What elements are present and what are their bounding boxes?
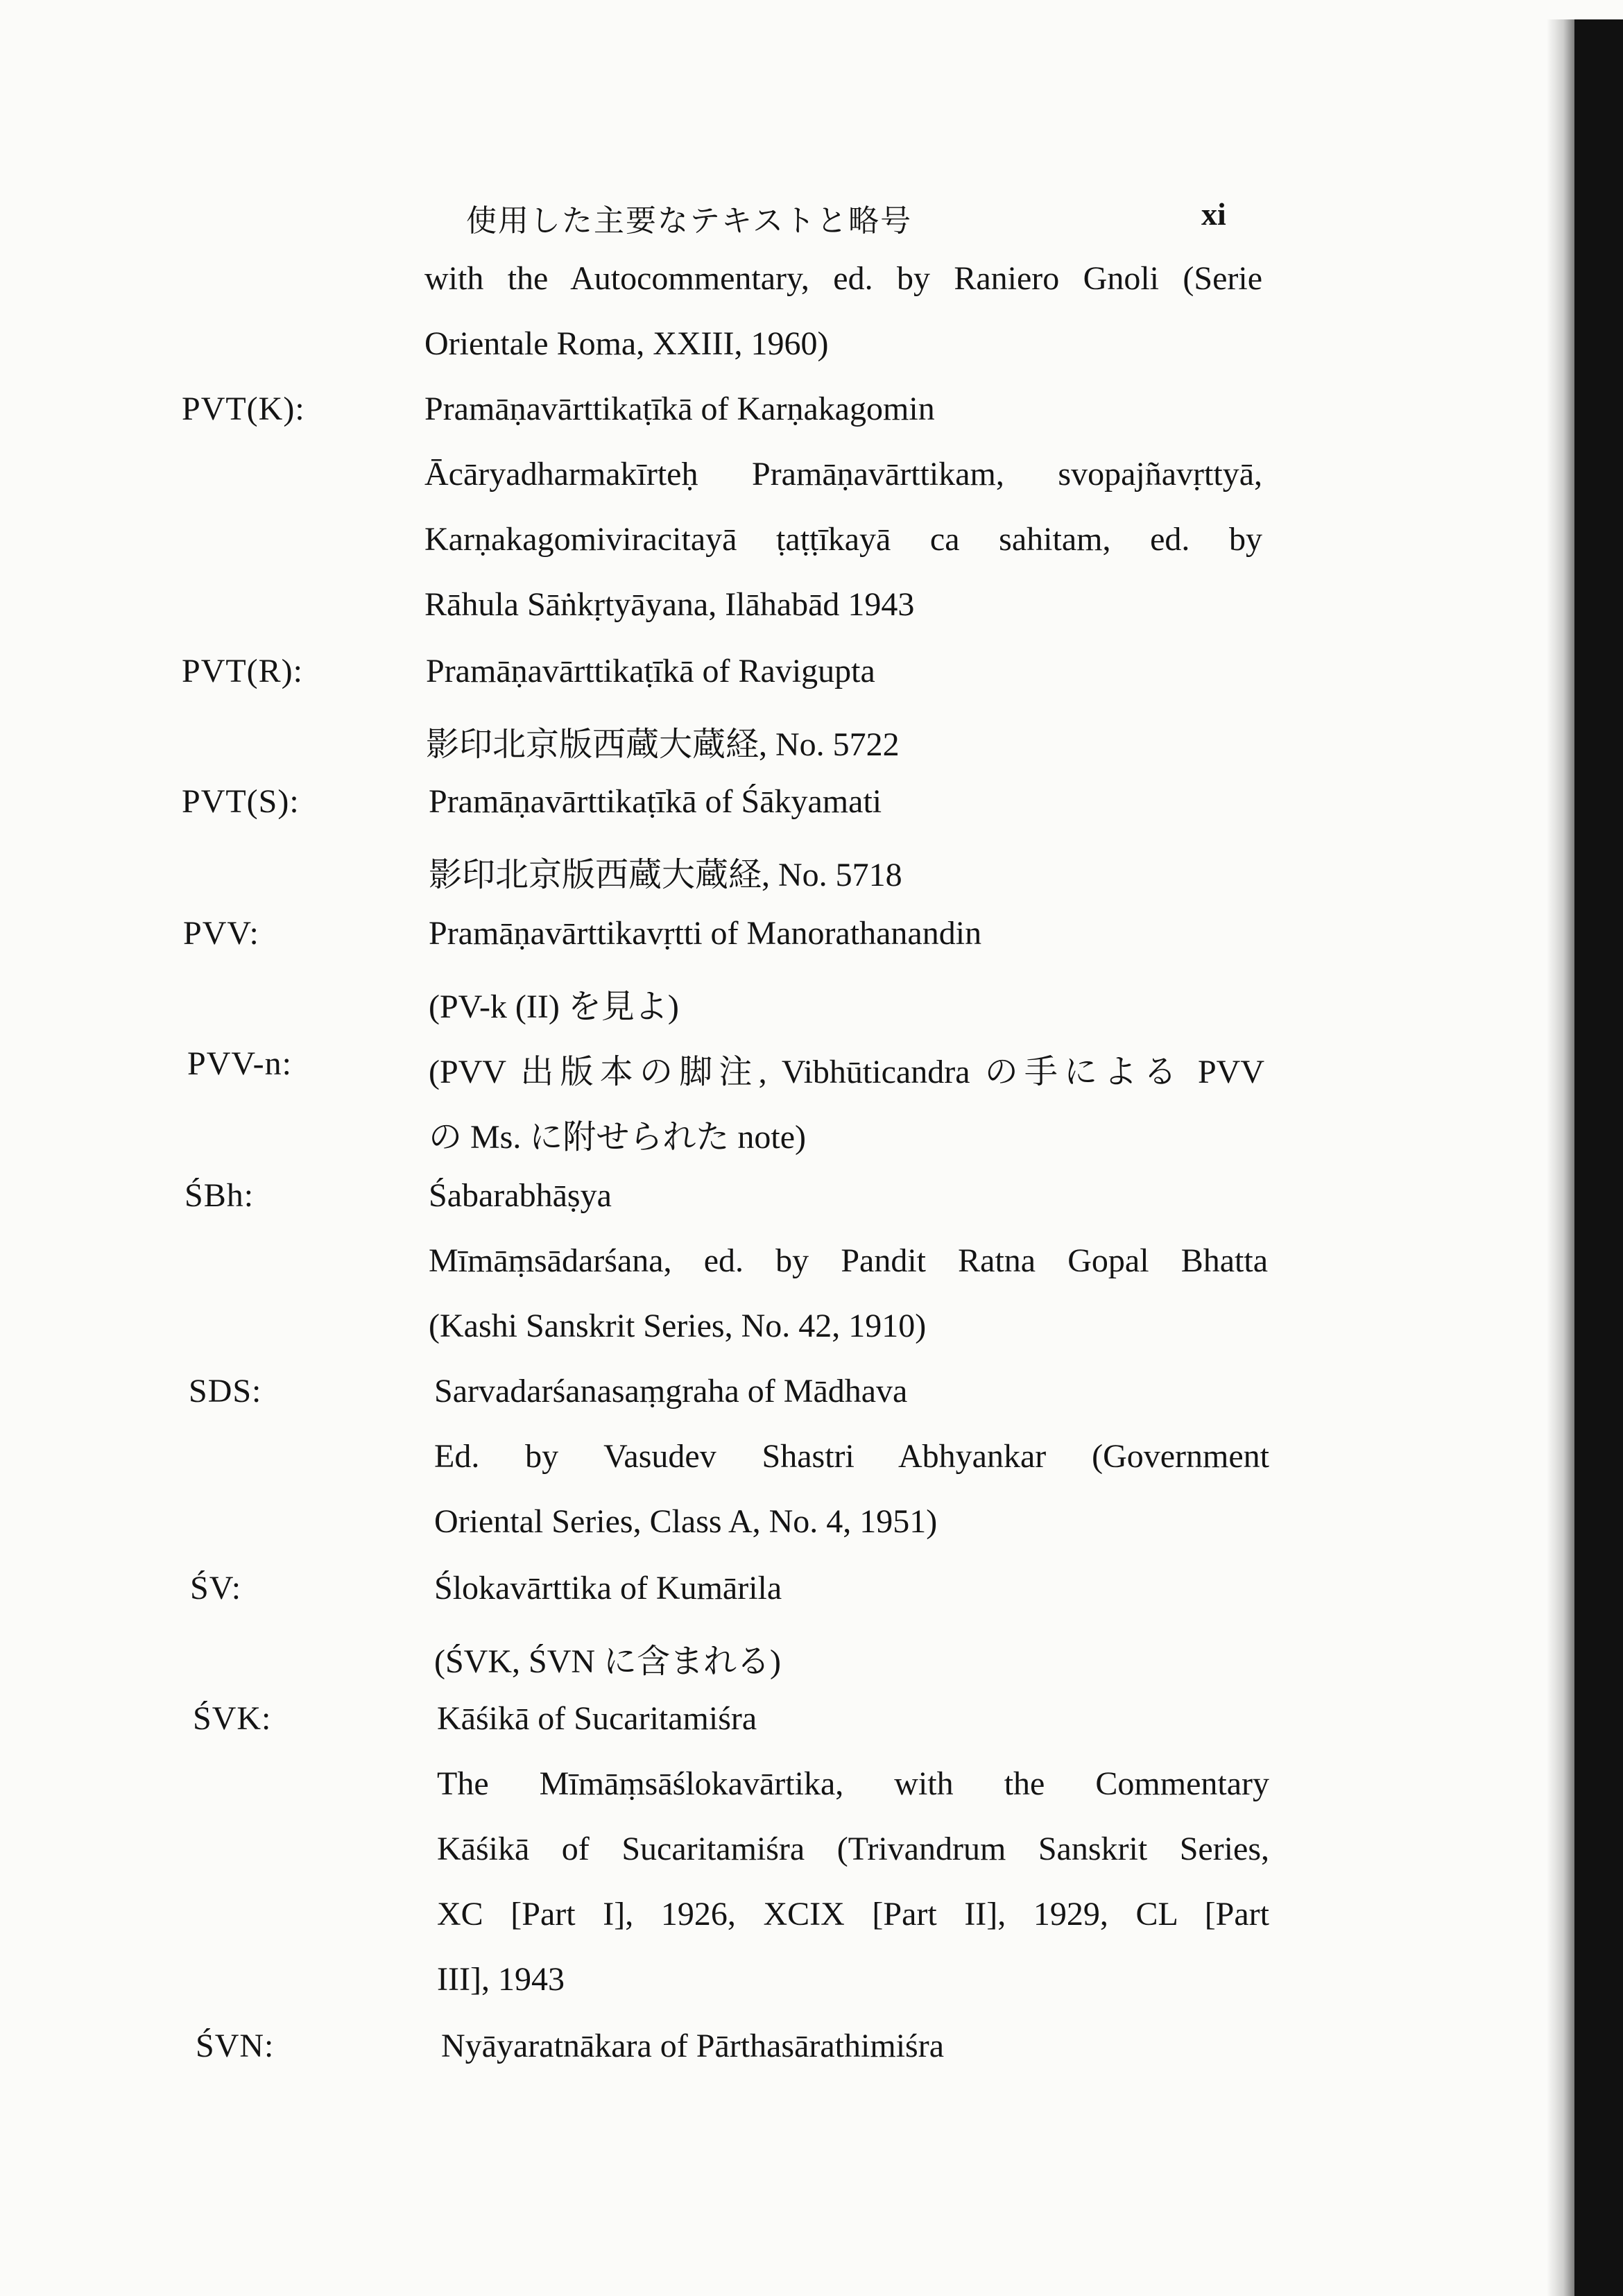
entry-line: Oriental Series, Class A, No. 4, 1951) bbox=[434, 1503, 938, 1540]
entry-line: XC [Part I], 1926, XCIX [Part II], 1929, CL [Part bbox=[437, 1896, 1269, 1933]
page-edge-shadow bbox=[1547, 19, 1574, 2296]
abbreviation-label: ŚVK: bbox=[193, 1700, 272, 1737]
entry-line: (ŚVK, ŚVN に含まれる) bbox=[434, 1643, 782, 1680]
entry-line: Sarvadarśanasaṃgraha of Mādhava bbox=[434, 1373, 908, 1410]
entry-line: Kāśikā of Sucaritamiśra (Trivandrum Sanskrit Series, bbox=[437, 1831, 1269, 1867]
entry-line: Karṇakagomiviracitayā ṭaṭṭīkayā ca sahitam, ed. by bbox=[424, 521, 1262, 558]
abbreviation-label: ŚV: bbox=[190, 1570, 242, 1607]
entry-line: Kāśikā of Sucaritamiśra bbox=[437, 1700, 757, 1737]
entry-line: Pramāṇavārttikaṭīkā of Ravigupta bbox=[426, 653, 875, 689]
entry-line: Pramāṇavārttikaṭīkā of Śākyamati bbox=[429, 783, 882, 820]
entry-line: Mīmāṃsādarśana, ed. by Pandit Ratna Gopal Bhatta bbox=[429, 1242, 1268, 1279]
page-number: xi bbox=[1201, 196, 1226, 232]
running-title: 使用した主要なテキストと略号 bbox=[466, 203, 913, 239]
entry-line: (PVV 出版本の脚注, Vibhūticandra の手による PVV bbox=[429, 1054, 1264, 1090]
abbreviation-label: ŚBh: bbox=[184, 1177, 255, 1214]
book-spine-edge bbox=[1574, 19, 1623, 2296]
entry-line: III], 1943 bbox=[437, 1961, 565, 1998]
entry-line: Rāhula Sāṅkṛtyāyana, Ilāhabād 1943 bbox=[424, 586, 915, 623]
entry-line: Ślokavārttika of Kumārila bbox=[434, 1570, 782, 1607]
abbreviation-label: SDS: bbox=[189, 1373, 262, 1410]
abbreviation-label: PVV: bbox=[183, 915, 259, 952]
entry-line: with the Autocommentary, ed. by Raniero Gnoli (Serie bbox=[424, 260, 1262, 297]
entry-line: Śabarabhāṣya bbox=[429, 1177, 612, 1214]
entry-line: Orientale Roma, XXIII, 1960) bbox=[424, 325, 829, 362]
entry-line: (Kashi Sanskrit Series, No. 42, 1910) bbox=[429, 1308, 927, 1344]
entry-line: Pramāṇavārttikavṛtti of Manorathanandin bbox=[429, 915, 982, 952]
abbreviation-label: PVT(R): bbox=[182, 653, 303, 689]
entry-line: の Ms. に附せられた note) bbox=[429, 1119, 806, 1156]
entry-line: The Mīmāṃsāślokavārtika, with the Commentary bbox=[437, 1765, 1269, 1802]
entry-line: Ācāryadharmakīrteḥ Pramāṇavārttikam, svopajñavṛttyā, bbox=[424, 456, 1262, 492]
entry-line: Pramāṇavārttikaṭīkā of Karṇakagomin bbox=[424, 391, 935, 427]
entry-line: 影印北京版西蔵大蔵経, No. 5718 bbox=[429, 857, 902, 893]
abbreviation-label: PVT(S): bbox=[182, 783, 300, 820]
entry-line: (PV-k (II) を見よ) bbox=[429, 988, 679, 1025]
entry-line: Nyāyaratnākara of Pārthasārathimiśra bbox=[441, 2028, 944, 2064]
abbreviation-label: PVV-n: bbox=[187, 1045, 292, 1082]
abbreviation-label: PVT(K): bbox=[182, 391, 305, 427]
abbreviation-label: ŚVN: bbox=[196, 2028, 275, 2064]
entry-line: Ed. by Vasudev Shastri Abhyankar (Government bbox=[434, 1438, 1269, 1475]
entry-line: 影印北京版西蔵大蔵経, No. 5722 bbox=[426, 726, 900, 763]
